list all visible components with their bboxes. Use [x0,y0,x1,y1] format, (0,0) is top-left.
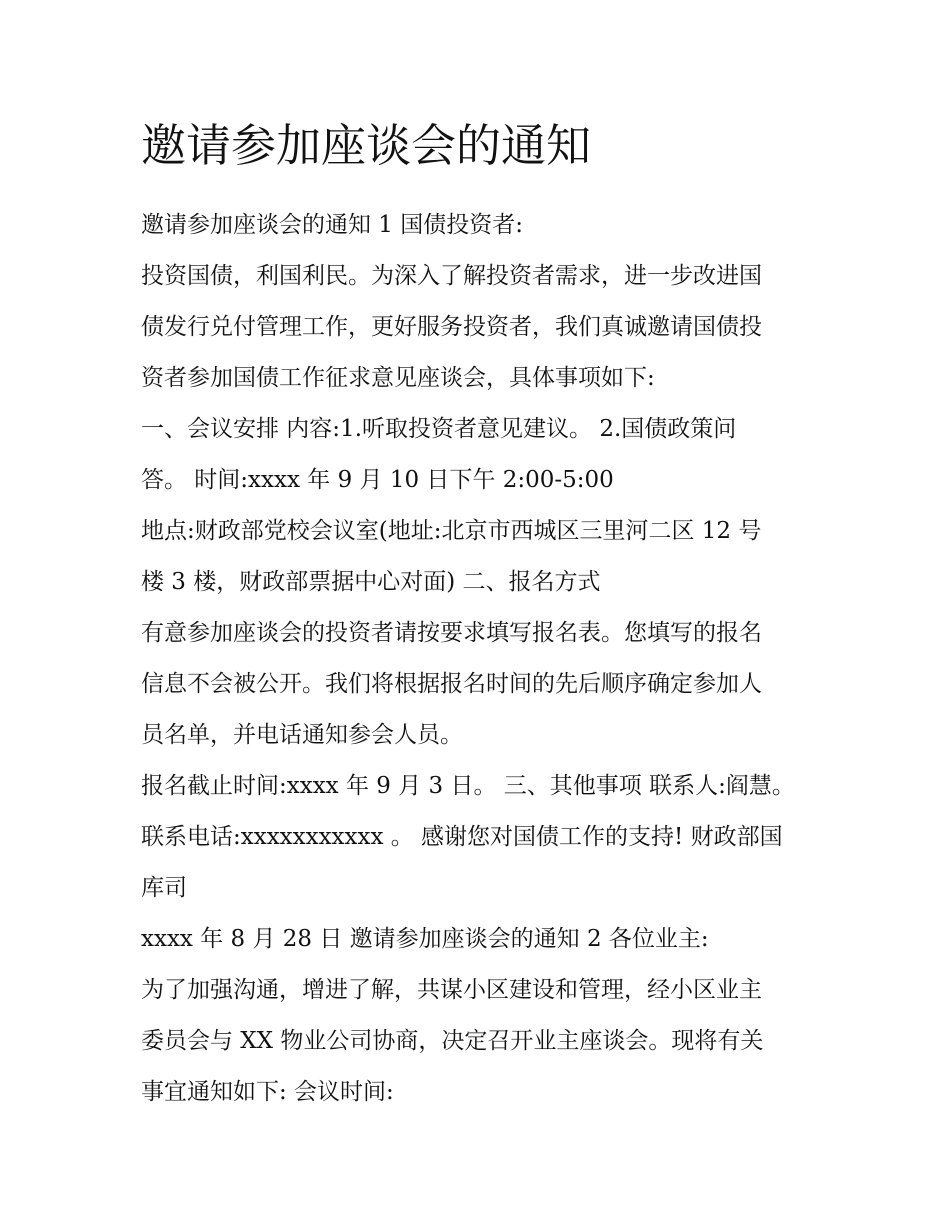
body-line: 为了加强沟通，增进了解，共谋小区建设和管理，经小区业主 [141,977,762,1003]
body-line: 邀请参加座谈会的通知 1 国债投资者: [141,212,524,238]
body-line: 信息不会被公开。我们将根据报名时间的先后顺序确定参加人 [141,671,762,697]
body-line: 事宜通知如下: 会议时间: [141,1079,394,1105]
document-body [141,200,831,1118]
body-line: 资者参加国债工作征求意见座谈会，具体事项如下: [141,365,655,391]
body-line: 投资国债，利国利民。为深入了解投资者需求，进一步改进国 [141,263,762,289]
body-line: 地点:财政部党校会议室(地址:北京市西城区三里河二区 12 号 [141,518,762,544]
body-line: 库司 [141,875,187,901]
document-title: 邀请参加座谈会的通知 [141,119,592,172]
body-line: 报名截止时间:xxxx 年 9 月 3 日。 三、其他事项 联系人:阎慧。 [141,773,795,799]
body-line: 一、会议安排 内容:1.听取投资者意见建议。 2.国债政策问 [141,416,737,442]
body-line: 楼 3 楼，财政部票据中心对面) 二、报名方式 [141,569,601,595]
body-line: 员名单，并电话通知参会人员。 [141,722,463,748]
body-line: xxxx 年 8 月 28 日 邀请参加座谈会的通知 2 各位业主: [141,926,709,952]
body-line: 委员会与 XX 物业公司协商，决定召开业主座谈会。现将有关 [141,1028,764,1054]
body-line: 债发行兑付管理工作，更好服务投资者，我们真诚邀请国债投 [141,314,762,340]
body-line: 有意参加座谈会的投资者请按要求填写报名表。您填写的报名 [141,620,762,646]
body-line: 联系电话:xxxxxxxxxxx 。 感谢您对国债工作的支持! 财政部国 [141,824,783,850]
body-line: 答。 时间:xxxx 年 9 月 10 日下午 2:00-5:00 [141,467,614,493]
